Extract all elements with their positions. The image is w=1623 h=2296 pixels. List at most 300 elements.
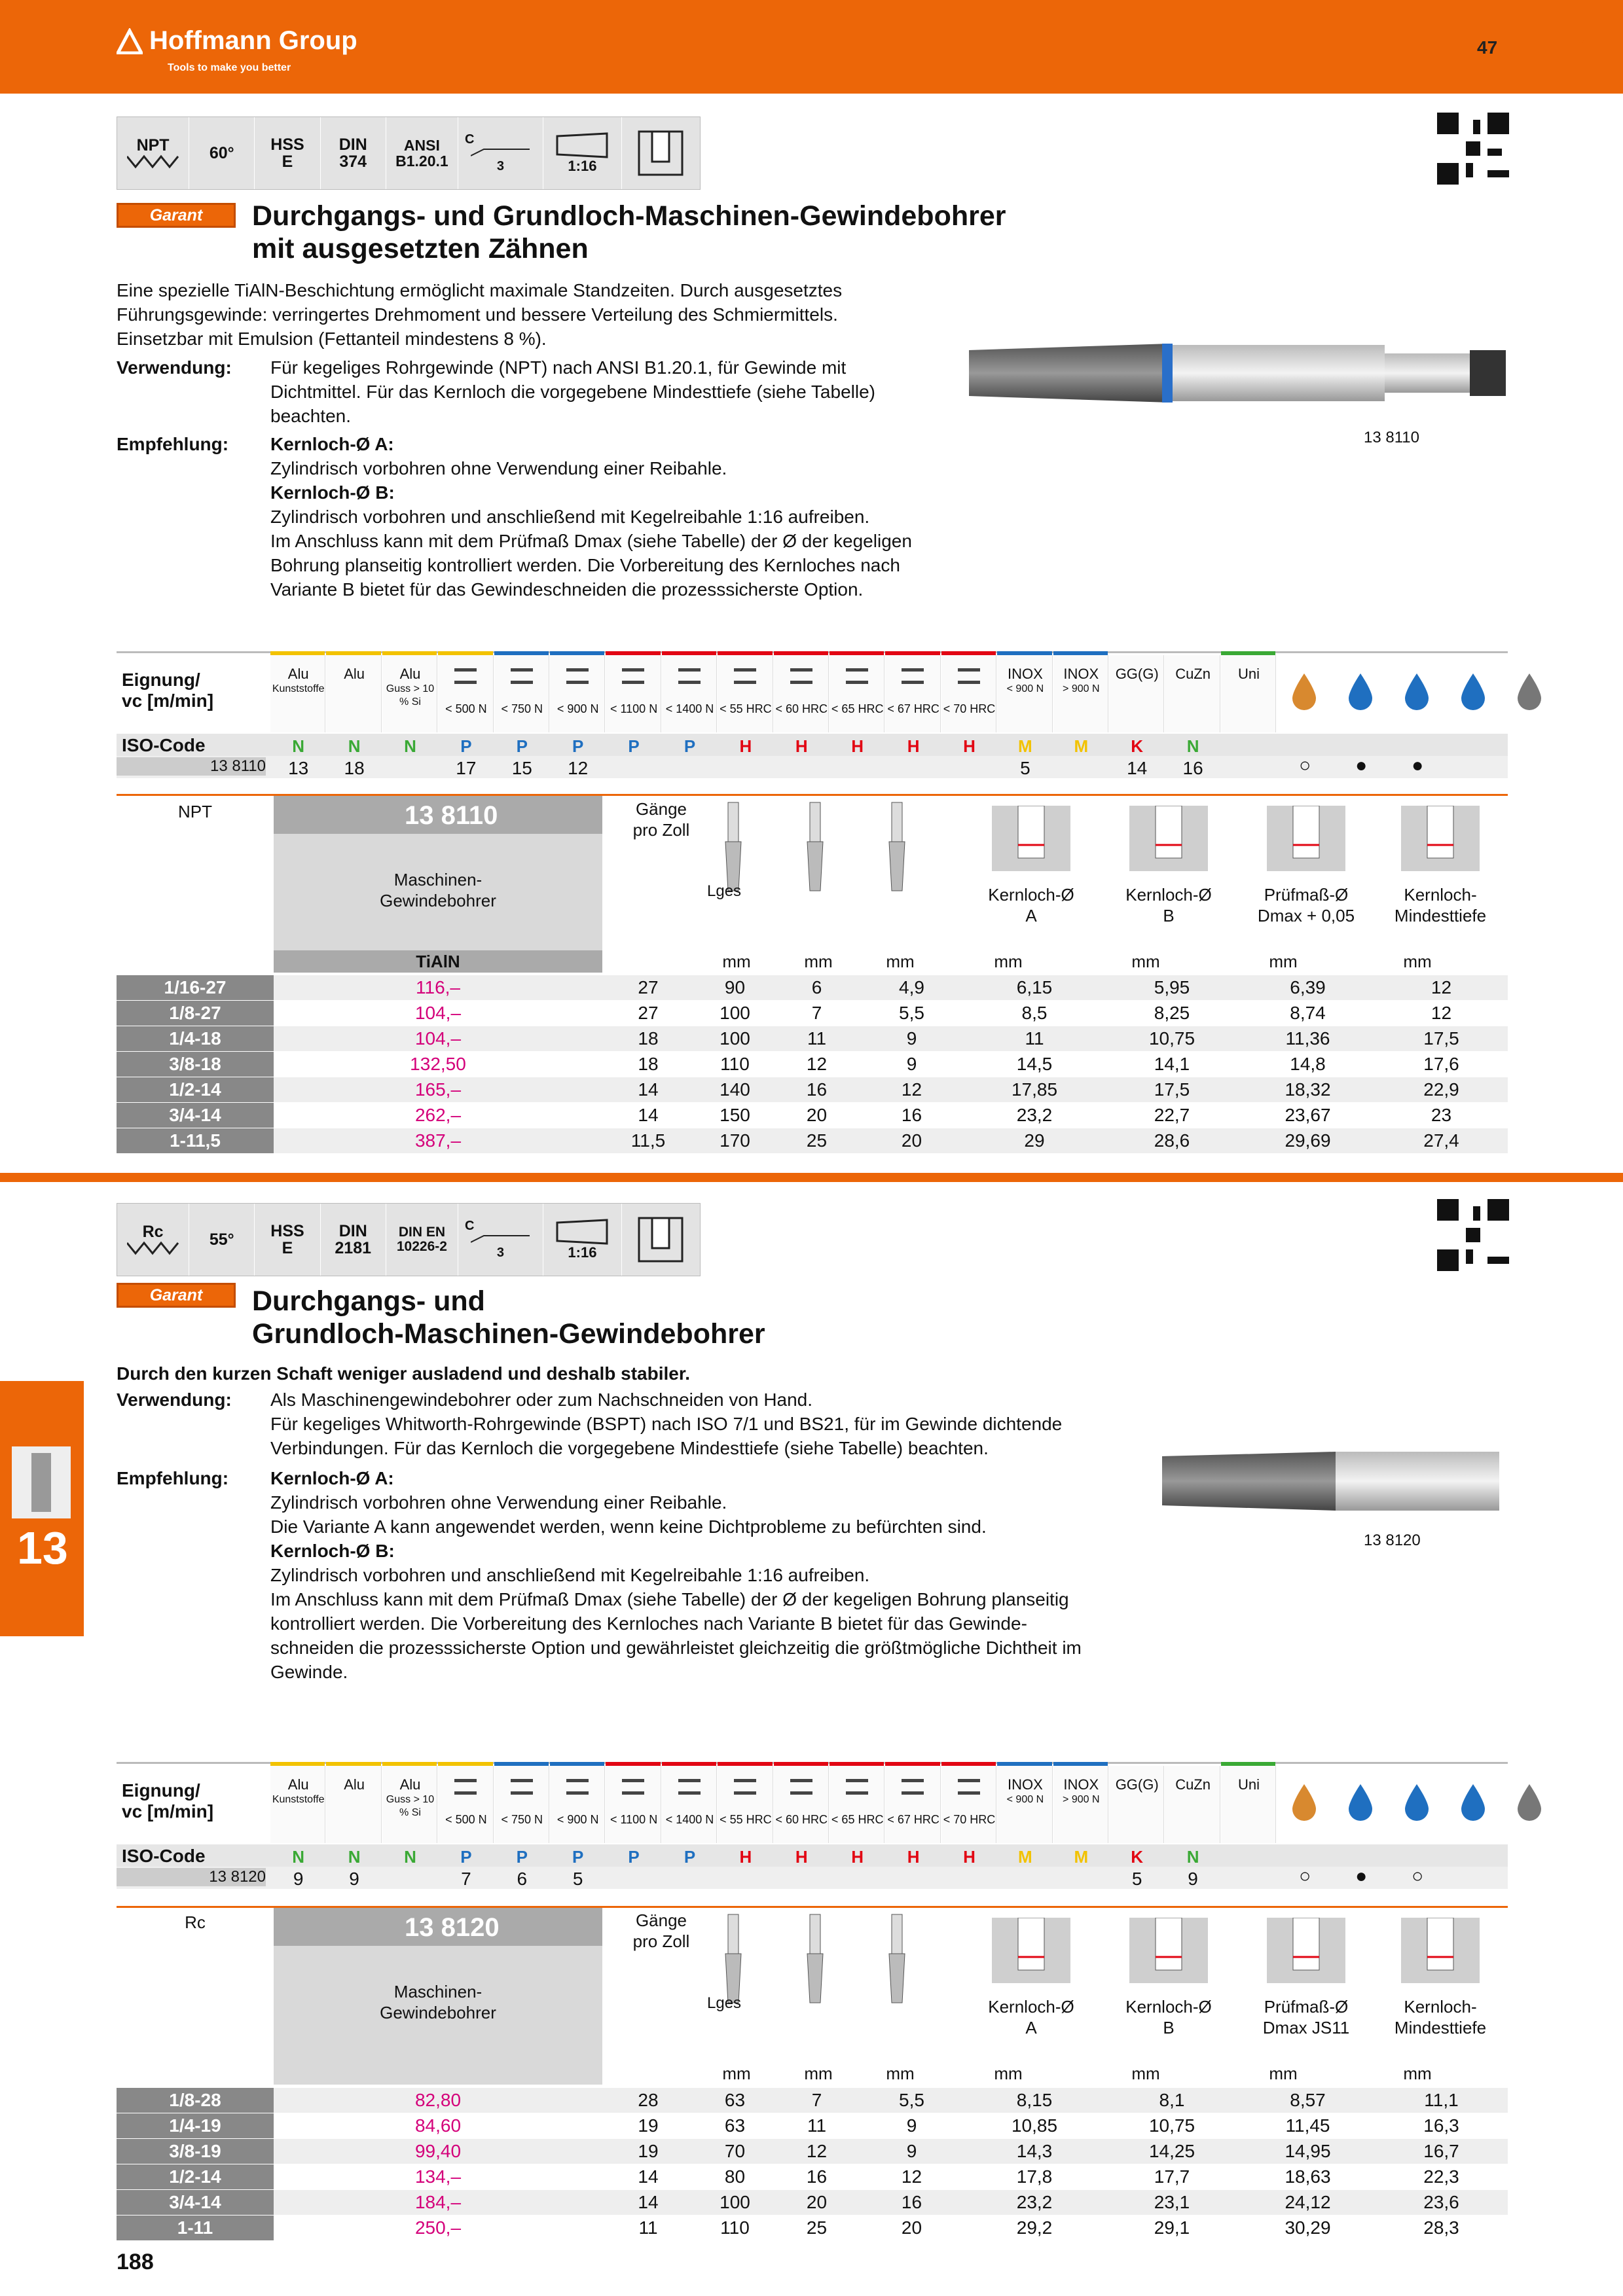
iso-code: M [1018, 736, 1032, 756]
table-cell: 23,67 [1241, 1103, 1375, 1128]
iso-code: H [963, 1847, 976, 1867]
table-cell: 7 [776, 1001, 858, 1026]
coolant-mark: ● [1412, 755, 1424, 776]
col-bg [830, 1766, 884, 1843]
col-subheader: < 900 N [556, 1813, 599, 1826]
table-cell: 23,2 [966, 2190, 1103, 2215]
table-cell: 25 [776, 2215, 858, 2241]
col-subheader: < 60 HRC [775, 1813, 828, 1826]
table-cell: 17,85 [966, 1077, 1103, 1103]
chamfer-symbol: C 3 [458, 117, 543, 189]
price: 104,– [274, 1001, 602, 1026]
col-caption: Kernloch-Ø A [988, 885, 1074, 925]
norm-symbol-1: DIN 374 [321, 117, 386, 189]
iso-code: H [739, 1847, 752, 1867]
iso-code: P [572, 736, 584, 756]
eignung-label: Eignung/ [122, 670, 200, 690]
drop-blue-icon [1341, 671, 1380, 710]
vc-value: 12 [568, 758, 589, 778]
vc-value: 18 [344, 758, 365, 778]
material-symbol: HSS E [255, 117, 320, 189]
no-spray-icon [1453, 671, 1493, 710]
table-cell: 12 [776, 1052, 858, 1077]
table-cell: 18 [602, 1026, 694, 1052]
table-cell: 5,95 [1103, 975, 1241, 1001]
tap-image-2 [1159, 1440, 1506, 1522]
rec-label-2: Empfehlung: [117, 1468, 229, 1488]
table-cell: 24,12 [1241, 2190, 1375, 2215]
column-headers-2 [602, 1908, 1508, 2085]
col-subheader: < 500 N [445, 702, 487, 715]
table-row [117, 2088, 1508, 2113]
i-beam-icon [511, 1779, 533, 1795]
hoffmann-logo-icon [117, 28, 143, 54]
table-cell: 11 [966, 1026, 1103, 1052]
product-id-1: 13 8110 [405, 801, 498, 830]
table-cell: 90 [694, 975, 776, 1001]
table-row [117, 1001, 1508, 1026]
table-cell: 28 [602, 2088, 694, 2113]
table-cell: 16 [858, 2190, 966, 2215]
i-beam-icon [678, 1779, 701, 1795]
table-cell: 29 [966, 1128, 1103, 1154]
angle-symbol: 60° [189, 117, 255, 189]
coolant-mark: ○ [1299, 755, 1311, 776]
iso-code: P [460, 736, 472, 756]
table-cell: 9 [858, 2113, 966, 2139]
unit-label: mm [886, 952, 915, 971]
table-cell: 63 [694, 2088, 776, 2113]
i-beam-icon [678, 668, 701, 684]
vc-value: 9 [293, 1869, 304, 1889]
use-text-1: Für kegeliges Rohrgewinde (NPT) nach ANSI B1.20.1, für Gewinde mit Dichtmittel. Für das Kernloch die vorgegebene Mindesttiefe (siehe Tabelle) beachten. [270, 357, 875, 426]
table-cell: 63 [694, 2113, 776, 2139]
iso-code: P [572, 1847, 584, 1867]
product-id-2: 13 8120 [405, 1913, 500, 1942]
chapter-tab-tip [0, 1610, 84, 1636]
table-cell: 29,1 [1103, 2215, 1241, 2241]
price: 132,50 [274, 1052, 602, 1077]
iso-label: ISO-Code [122, 1846, 206, 1866]
table-cell: 170 [694, 1128, 776, 1154]
col-bg [606, 1766, 661, 1843]
hole-section-icon [992, 806, 1070, 878]
col-lges: Lges [707, 1994, 742, 2012]
table-cell: 8,1 [1103, 2088, 1241, 2113]
unit-label: mm [1403, 2064, 1432, 2083]
col-subheader: < 67 HRC [887, 1813, 939, 1826]
price: 84,60 [274, 2113, 602, 2139]
taper-symbol: 1:16 [543, 1204, 622, 1276]
col-subheader: < 750 N [501, 1813, 543, 1826]
table-cell: 25 [776, 1128, 858, 1154]
col-header: Alu [344, 666, 365, 682]
iso-code: H [907, 736, 920, 756]
unit-label: mm [886, 2064, 915, 2083]
product-title-1: Durchgangs- und Grundloch-Maschinen-Gewindebohrer mit ausgesetzten Zähnen [252, 200, 1006, 264]
table-cell: 100 [694, 2190, 776, 2215]
qr-code-icon[interactable] [1437, 113, 1509, 185]
chamfer-symbol: C 3 [458, 1204, 543, 1276]
use-label-1: Verwendung: [117, 357, 232, 378]
table-cell: 110 [694, 1052, 776, 1077]
vc-value: 5 [1131, 1869, 1142, 1889]
i-beam-icon [790, 1779, 812, 1795]
col-subheader: < 900 N [1006, 683, 1044, 694]
iso-code: P [516, 736, 528, 756]
table-cell: 22,3 [1375, 2164, 1508, 2190]
table-cell: 14,3 [966, 2139, 1103, 2164]
iso-label: ISO-Code [122, 735, 206, 755]
table-cell: 150 [694, 1103, 776, 1128]
col-subheader: < 1400 N [665, 1813, 714, 1826]
col-subheader: < 1100 N [610, 702, 658, 715]
tap-shank-icon [795, 799, 835, 897]
col-lges: Lges [707, 882, 742, 900]
col-bg [438, 655, 493, 732]
col-bg [885, 655, 940, 732]
tap-square-icon [877, 1911, 917, 2009]
product-desc-2: Maschinen- Gewindebohrer [380, 1982, 496, 2022]
product-desc-1: Maschinen- Gewindebohrer [380, 870, 496, 910]
table-cell: 9 [858, 2139, 966, 2164]
table-row [117, 975, 1508, 1001]
table-cell: 11,1 [1375, 2088, 1508, 2113]
hole-section-icon [1401, 806, 1480, 878]
i-beam-icon [958, 668, 980, 684]
table-cell: 19 [602, 2139, 694, 2164]
col-subheader: Guss > 10 % Si [386, 1794, 435, 1818]
table-cell: 19 [602, 2113, 694, 2139]
symbol-bar-2 [117, 1203, 701, 1276]
table-cell: 10,75 [1103, 1026, 1241, 1052]
col-subheader: > 900 N [1063, 1794, 1100, 1805]
table-row [117, 1052, 1508, 1077]
iso-code: K [1131, 736, 1144, 756]
material-table-1 [117, 651, 1508, 779]
thread-type-label-1: NPT [178, 802, 212, 821]
norm-symbol-2: ANSI B1.20.1 [386, 117, 458, 189]
price: 116,– [274, 975, 602, 1001]
table-cell: 9 [858, 1026, 966, 1052]
table-cell: 20 [858, 2215, 966, 2241]
table-cell: 100 [694, 1026, 776, 1052]
col-header: CuZn [1175, 1776, 1211, 1793]
col-header: Uni [1237, 1776, 1260, 1793]
col-header: GG(G) [1115, 666, 1159, 682]
price: 82,80 [274, 2088, 602, 2113]
table-cell: 8,5 [966, 1001, 1103, 1026]
price: 262,– [274, 1103, 602, 1128]
side-code: DEE [1575, 36, 1586, 56]
coolant-mark: ○ [1412, 1865, 1424, 1887]
thread-type-symbol: NPT [117, 117, 189, 189]
vc-value: 15 [511, 758, 532, 778]
col-bg [885, 1766, 940, 1843]
col-caption: Kernloch-Ø B [1125, 885, 1212, 925]
col-bg [494, 1766, 549, 1843]
col-caption: Prüfmaß-Ø Dmax + 0,05 [1257, 885, 1355, 925]
col-header: CuZn [1175, 666, 1211, 682]
rec-text-2: Kernloch-Ø A: Zylindrisch vorbohren ohne Verwendung einer Reibahle. Die Variante A kann angewendet werden, wenn keine Dichtprobleme zu befürchten sind. Kernloch-Ø B: Zylindrisch vorbohren und anschließend mit Kegelreibahle 1:16 aufreiben. Im Anschluss kann mit dem Prüfmaß Dmax (siehe Tabelle) der Ø der kegeligen Bohrung planseitig kontrolliert werden. Die Vorbereitung des Kernloches nach Variante B bietet für das Gewinde- schneiden die prozesssicherste Option und gewährleistet gleichzeitig die größtmögliche Dichtheit im Gewinde. [270, 1468, 1082, 1682]
col-gaenge-2: Gänge pro Zoll [632, 1910, 690, 1951]
table-cell: 29,69 [1241, 1128, 1375, 1154]
col-subheader: < 65 HRC [831, 1813, 884, 1826]
iso-code: H [851, 1847, 864, 1867]
col-subheader: < 55 HRC [720, 1813, 772, 1826]
angle-symbol: 55° [189, 1204, 255, 1276]
i-beam-icon [454, 1779, 477, 1795]
column-headers-1 [602, 796, 1508, 973]
table-cell: 16,7 [1375, 2139, 1508, 2164]
table-cell: 8,15 [966, 2088, 1103, 2113]
table-row [117, 2164, 1508, 2190]
tool-number-2: 13 8120 [1364, 1532, 1421, 1549]
vc-value: 13 [288, 758, 309, 778]
col-gaenge-1: Gänge pro Zoll [632, 799, 690, 840]
col-subheader: > 900 N [1063, 683, 1100, 694]
col-subheader: < 70 HRC [943, 1813, 996, 1826]
col-bg [774, 1766, 829, 1843]
iso-code: M [1018, 1847, 1032, 1867]
col-subheader: < 900 N [556, 702, 599, 715]
i-beam-icon [622, 1779, 644, 1795]
iso-code: H [739, 736, 752, 756]
table-cell: 100 [694, 1001, 776, 1026]
unit-label: mm [994, 952, 1023, 971]
unit-label: mm [1403, 952, 1432, 971]
iso-code: H [851, 736, 864, 756]
table-cell: 17,6 [1375, 1052, 1508, 1077]
table-cell: 6 [776, 975, 858, 1001]
table-cell: 14,1 [1103, 1052, 1241, 1077]
table-cell: 11 [776, 1026, 858, 1052]
col-subheader: < 1100 N [610, 1813, 658, 1826]
table-cell: 18,32 [1241, 1077, 1375, 1103]
chapter-tab [0, 1381, 84, 1636]
i-beam-icon [846, 668, 868, 684]
table-cell: 140 [694, 1077, 776, 1103]
iso-code: P [628, 1847, 640, 1867]
table-cell: 14,95 [1241, 2139, 1375, 2164]
iso-code: H [795, 736, 808, 756]
table-row [117, 2215, 1508, 2241]
col-caption: Kernloch-Ø B [1125, 1997, 1212, 2037]
table-cell: 12 [1375, 975, 1508, 1001]
i-beam-icon [454, 668, 477, 684]
coolant-mark: ○ [1299, 1865, 1311, 1887]
col-header: INOX [1063, 666, 1099, 682]
table-cell: 5,5 [858, 2088, 966, 2113]
col-subheader: < 500 N [445, 1813, 487, 1826]
vc-label: vc [m/min] [122, 1801, 214, 1821]
i-beam-icon [846, 1779, 868, 1795]
table-cell: 14 [602, 2190, 694, 2215]
col-subheader: < 67 HRC [887, 702, 939, 715]
hole-section-icon [992, 1918, 1070, 1990]
tap-image-1 [966, 331, 1509, 416]
col-bg [718, 655, 773, 732]
table-cell: 14,8 [1241, 1052, 1375, 1077]
chapter-number: 13 [17, 1522, 68, 1573]
thread-size: 1/2-14 [117, 2164, 274, 2190]
use-text-2: Als Maschinengewindebohrer oder zum Nachschneiden von Hand. Für kegeliges Whitworth-Rohrgewinde (BSPT) nach ISO 7/1 und BS21, für im Gewinde dichtende Verbindungen. Für das Kernloch die vorgegebene Mindesttiefe (siehe Tabelle) beachten. [270, 1390, 1063, 1458]
tap-shank-icon [795, 1911, 835, 2009]
iso-code: N [292, 1847, 305, 1867]
col-bg [774, 655, 829, 732]
vc-value: 16 [1182, 758, 1203, 778]
hole-section-icon [1267, 806, 1345, 878]
iso-code: P [460, 1847, 472, 1867]
col-header: Uni [1237, 666, 1260, 682]
data-table-2 [117, 2088, 1508, 2241]
spray-icon [1397, 1782, 1436, 1821]
table-cell: 16,3 [1375, 2113, 1508, 2139]
iso-code: P [516, 1847, 528, 1867]
table-cell: 110 [694, 2215, 776, 2241]
col-bg [438, 1766, 493, 1843]
col-bg [662, 1766, 717, 1843]
thread-size: 1-11,5 [117, 1128, 274, 1154]
vc-value: 7 [461, 1869, 471, 1889]
col-caption: Kernloch-Ø A [988, 1997, 1074, 2037]
table-cell: 14 [602, 1103, 694, 1128]
col-header: Alu [344, 1776, 365, 1793]
unit-label: mm [994, 2064, 1023, 2083]
table-cell: 30,29 [1241, 2215, 1375, 2241]
table-cell: 14 [602, 1077, 694, 1103]
price: 165,– [274, 1077, 602, 1103]
hole-section-icon [1129, 806, 1208, 878]
table-cell: 20 [858, 1128, 966, 1154]
col-bg [550, 1766, 605, 1843]
table-row [117, 1103, 1508, 1128]
tool-number-1: 13 8110 [1364, 429, 1419, 446]
col-bg [494, 655, 549, 732]
table-cell: 28,6 [1103, 1128, 1241, 1154]
vc-value: 9 [1188, 1869, 1198, 1889]
col-subheader: < 65 HRC [831, 702, 884, 715]
material-table-2 [117, 1762, 1508, 1890]
table-cell: 12 [1375, 1001, 1508, 1026]
col-subheader: < 750 N [501, 702, 543, 715]
price: 250,– [274, 2215, 602, 2241]
table-cell: 5,5 [858, 1001, 966, 1026]
unit-label: mm [722, 2064, 751, 2083]
iso-code: N [292, 736, 305, 756]
section-divider [0, 1173, 1623, 1182]
table-cell: 70 [694, 2139, 776, 2164]
unit-label: mm [1269, 952, 1298, 971]
table-cell: 18,63 [1241, 2164, 1375, 2190]
i-beam-icon [958, 1779, 980, 1795]
garant-badge: Garant [117, 1283, 236, 1308]
intro-text-1: Eine spezielle TiAlN-Beschichtung ermöglicht maximale Standzeiten. Durch ausgesetztes Führungsgewinde: verringertes Drehmoment und bessere Verteilung des Schmiermittels. Einsetzbar mit Emulsion (Fettanteil mindestens 8 %). [117, 280, 843, 349]
table-row [117, 1128, 1508, 1154]
i-beam-icon [511, 668, 533, 684]
i-beam-icon [566, 668, 589, 684]
col-subheader: Guss > 10 % Si [386, 683, 435, 708]
table-cell: 17,5 [1103, 1077, 1241, 1103]
col-bg [662, 655, 717, 732]
col-header: INOX [1007, 1776, 1043, 1793]
price: 99,40 [274, 2139, 602, 2164]
iso-code: P [684, 736, 696, 756]
col-header: Alu [287, 1776, 309, 1793]
unit-label: mm [722, 952, 751, 971]
iso-code: P [628, 736, 640, 756]
vc-label: vc [m/min] [122, 691, 214, 711]
hole-section-icon [1267, 1918, 1345, 1990]
norm-symbol-1: DIN 2181 [321, 1204, 386, 1276]
table-cell: 12 [776, 2139, 858, 2164]
table-cell: 11,5 [602, 1128, 694, 1154]
thread-size: 1/8-28 [117, 2088, 274, 2113]
drill-icon [12, 1446, 71, 1518]
vc-value: 14 [1127, 758, 1148, 778]
table-cell: 16 [858, 1103, 966, 1128]
col-bg [606, 655, 661, 732]
iso-code: K [1131, 1847, 1144, 1867]
i-beam-icon [566, 1779, 589, 1795]
thread-size: 3/8-19 [117, 2139, 274, 2164]
table-cell: 12 [858, 1077, 966, 1103]
table-row [117, 1026, 1508, 1052]
col-header: Alu [399, 1776, 421, 1793]
col-bg [718, 1766, 773, 1843]
product-title-2: Durchgangs- und Grundloch-Maschinen-Gewindebohrer [252, 1285, 765, 1350]
table-cell: 18 [602, 1052, 694, 1077]
thread-size: 1/8-27 [117, 1001, 274, 1026]
thread-size: 1/4-19 [117, 2113, 274, 2139]
iso-code: M [1074, 736, 1089, 756]
blind-hole-icon [622, 1204, 700, 1276]
hole-section-icon [1129, 1918, 1208, 1990]
table-cell: 23,2 [966, 1103, 1103, 1128]
table-cell: 29,2 [966, 2215, 1103, 2241]
table-cell: 11,45 [1241, 2113, 1375, 2139]
i-beam-icon [734, 668, 756, 684]
rec-label-1: Empfehlung: [117, 434, 229, 454]
i-beam-icon [902, 1779, 924, 1795]
coolant-mark: ● [1355, 1865, 1368, 1887]
drop-blue-icon [1341, 1782, 1380, 1821]
table-cell: 22,9 [1375, 1077, 1508, 1103]
spray-icon [1397, 671, 1436, 710]
vc-value: 5 [572, 1869, 583, 1889]
col-subheader: Kunststoffe [272, 683, 325, 694]
row-label: 13 8120 [117, 1868, 266, 1886]
vc-value: 9 [349, 1869, 359, 1889]
col-header: GG(G) [1115, 1776, 1159, 1793]
hole-section-icon [1401, 1918, 1480, 1990]
thread-size: 1-11 [117, 2215, 274, 2241]
thread-size: 3/4-14 [117, 2190, 274, 2215]
product-header-2 [274, 1908, 602, 2085]
col-header: INOX [1007, 666, 1043, 682]
qr-code-icon[interactable] [1437, 1199, 1509, 1271]
table-cell: 14,25 [1103, 2139, 1241, 2164]
iso-code: H [795, 1847, 808, 1867]
thread-type-symbol: Rc [117, 1204, 189, 1276]
table-cell: 23 [1375, 1103, 1508, 1128]
table-cell: 11 [602, 2215, 694, 2241]
table-cell: 16 [776, 2164, 858, 2190]
table-cell: 8,25 [1103, 1001, 1241, 1026]
price: 184,– [274, 2190, 602, 2215]
col-subheader: < 70 HRC [943, 702, 996, 715]
table-cell: 7 [776, 2088, 858, 2113]
